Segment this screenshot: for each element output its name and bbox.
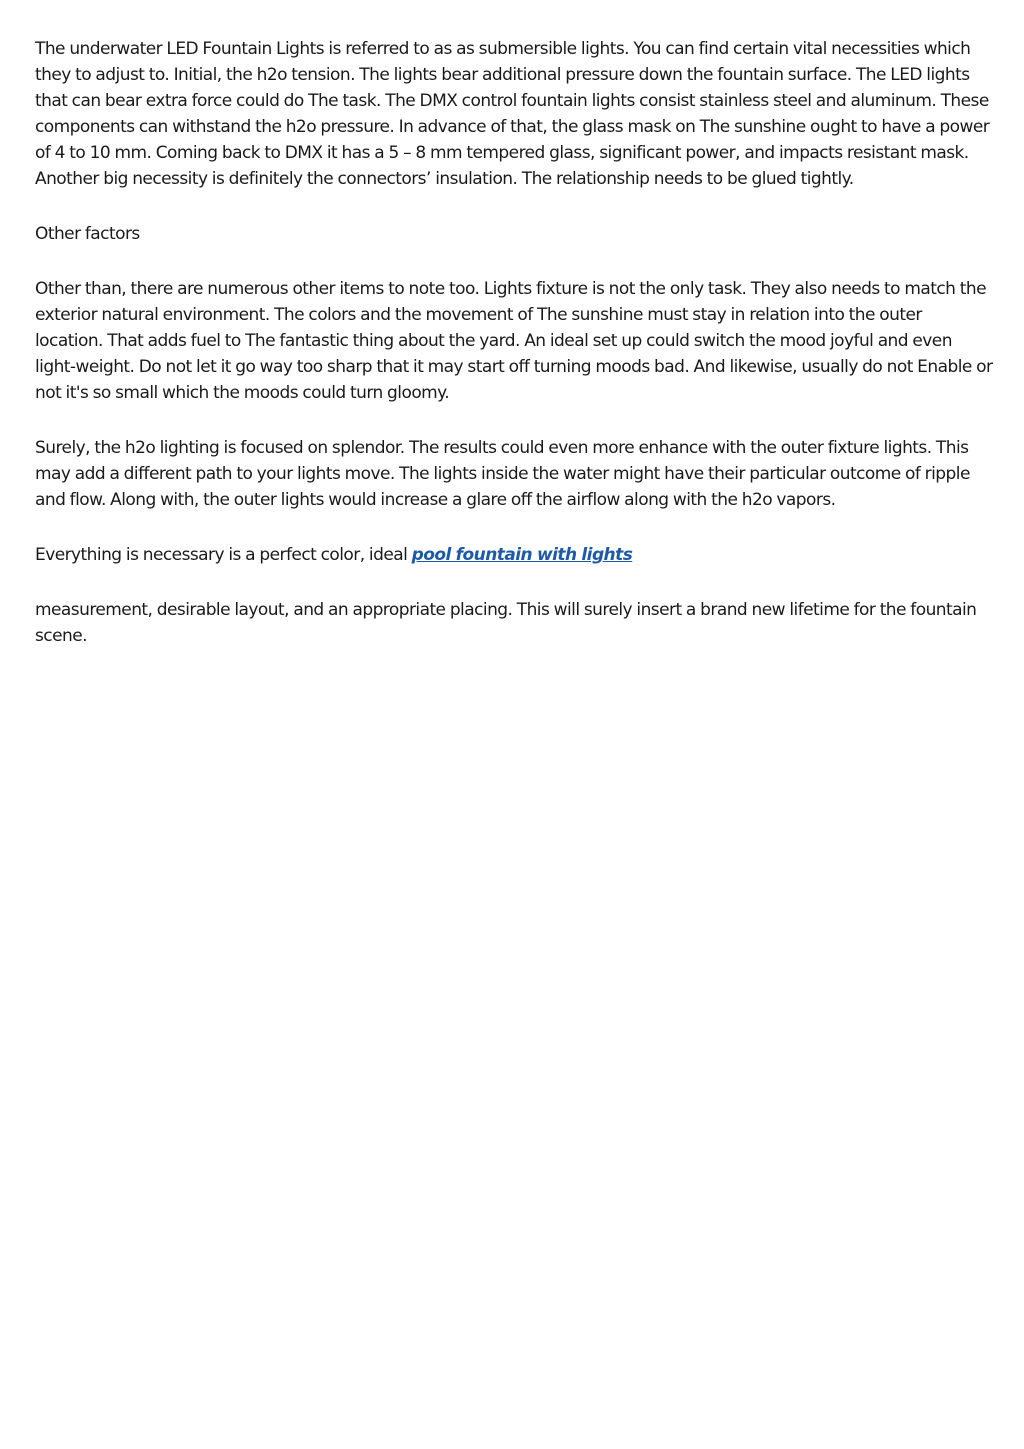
document-body xyxy=(35,36,993,678)
heading-other-factors: Other factors xyxy=(35,224,140,244)
paragraph-other-items: Other than, there are numerous other items to note too. Lights fixture is not the only task. They also needs to match the exterior natural environment. The colors and the movement of The sunshine must stay in relation into the outer location. That adds fuel to The fantastic thing about the yard. An ideal set up could switch the mood joyful and even light-weight. Do not let it go way too sharp that it may start off turning moods bad. And likewise, usually do not Enable or not it's so small which the moods could turn gloomy. xyxy=(35,279,993,403)
paragraph-everything-necessary xyxy=(35,542,993,568)
paragraph-splendor: Surely, the h2o lighting is focused on splendor. The results could even more enhance with the outer fixture lights. This may add a different path to your lights move. The lights inside the water might have their particular outcome of ripple and flow. Along with, the outer lights would increase a glare off the airflow along with the h2o vapors. xyxy=(35,438,970,510)
paragraph-underwater-lights: The underwater LED Fountain Lights is referred to as as submersible lights. You can find certain vital necessities which they to adjust to. Initial, the h2o tension. The lights bear additional pressure down the fountain surface. The LED lights that can bear extra force could do The task. The DMX control fountain lights consist stainless steel and aluminum. These components can withstand the h2o pressure. In advance of that, the glass mask on The sunshine ought to have a power of 4 to 10 mm. Coming back to DMX it has a 5 – 8 mm tempered glass, significant power, and impacts resistant mask. Another big necessity is definitely the connectors’ insulation. The relationship needs to be glued tightly. xyxy=(35,39,990,189)
paragraph-measurement: measurement, desirable layout, and an appropriate placing. This will surely insert a brand new lifetime for the fountain scene. xyxy=(35,600,977,646)
paragraph-everything-text: Everything is necessary is a perfect color, ideal xyxy=(35,545,412,565)
pool-fountain-link[interactable]: pool fountain with lights xyxy=(411,545,633,565)
